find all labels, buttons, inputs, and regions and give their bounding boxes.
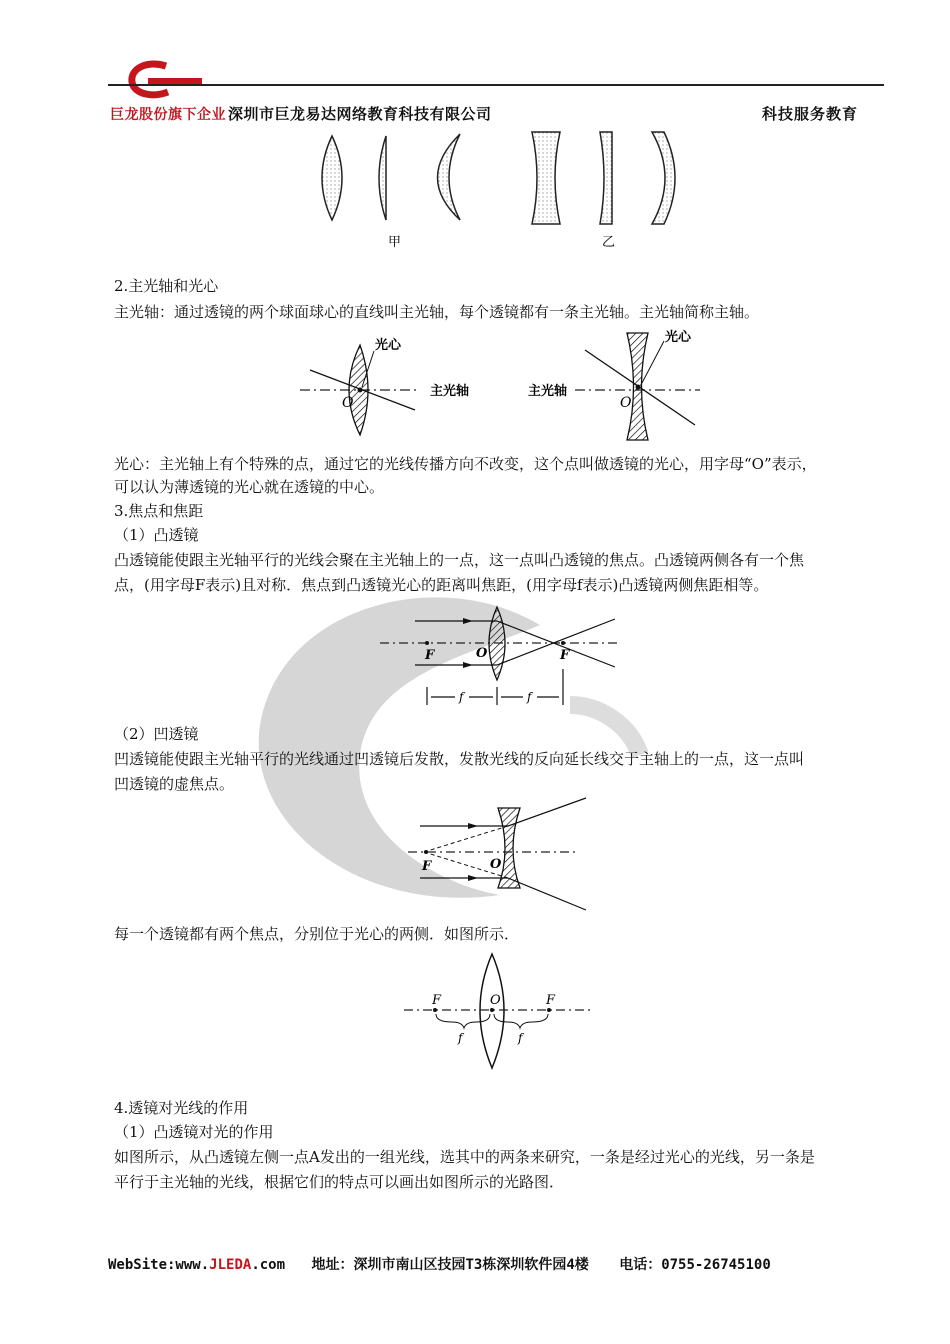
lens-types-figure (310, 128, 690, 253)
footer-website-brand[interactable]: JLEDA (209, 1257, 252, 1273)
section-3-paragraph-1-line-1: 凸透镜能使跟主光轴平行的光线会聚在主光轴上的一点，这一点叫凸透镜的焦点。凸透镜两侧各有一个焦 (114, 551, 805, 569)
label-center-left: 光心 (375, 338, 402, 353)
concave-focus-figure (408, 796, 588, 914)
section-2-title: 2.主光轴和光心 (114, 277, 219, 295)
logo-tagline: 巨龙股份旗下企业 (110, 107, 226, 123)
label-small-f-right: f (518, 1031, 523, 1045)
company-name: 深圳市巨龙易达网络教育科技有限公司 (228, 105, 492, 123)
label-o: O (490, 993, 501, 1008)
section-4-title: 4.透镜对光线的作用 (114, 1099, 249, 1117)
label-yi: 乙 (602, 235, 616, 250)
label-center-right: 光心 (665, 330, 692, 345)
two-foci-figure (402, 950, 592, 1072)
label-small-f-left: f (458, 1031, 463, 1045)
company-logo (108, 58, 208, 104)
label-o-left: O (342, 395, 354, 411)
footer-address: 地址：深圳市南山区技园T3栋深圳软件园4楼 (311, 1257, 589, 1273)
plano-concave-lens (600, 132, 612, 224)
label-axis-right: 主光轴 (528, 384, 568, 399)
section-3-paragraph-3: 每一个透镜都有两个焦点，分别位于光心的两侧．如图所示． (114, 925, 520, 943)
header-divider (108, 84, 884, 86)
section-4-paragraph-1-line-1: 如图所示，从凸透镜左侧一点A发出的一组光线，选其中的两条来研究，一条是经过光心的光线，另一条是 (114, 1148, 815, 1166)
label-o: O (490, 857, 502, 872)
section-3-subtitle-1: （1）凸透镜 (114, 526, 199, 544)
plano-convex-lens (379, 136, 386, 220)
section-2-paragraph-1: 主光轴：通过透镜的两个球面球心的直线叫主光轴，每个透镜都有一条主光轴。主光轴简称主轴。 (114, 303, 760, 321)
footer-website-prefix: WebSite:www. (108, 1257, 210, 1273)
section-3-paragraph-1-line-2: 点，(用字母F表示)且对称．焦点到凸透镜光心的距离叫焦距，(用字母f表示)凸透镜两侧焦距相等。 (114, 576, 769, 594)
optical-axis-figure (290, 325, 710, 445)
label-o: O (476, 646, 488, 661)
label-f-left: F (432, 993, 442, 1008)
header-slogan: 科技服务教育 (762, 105, 859, 123)
section-3-paragraph-2-line-2: 凹透镜的虚焦点。 (114, 775, 235, 793)
label-f-right: F (546, 993, 556, 1008)
biconvex-lens (322, 136, 342, 220)
section-3-title: 3.焦点和焦距 (114, 502, 204, 520)
label-small-f-left: f (459, 690, 464, 704)
meniscus-concave-lens (652, 132, 675, 224)
label-jia: 甲 (388, 235, 402, 250)
section-3-paragraph-2-line-1: 凹透镜能使跟主光轴平行的光线通过凹透镜后发散，发散光线的反向延长线交于主轴上的一点，这一点叫 (114, 750, 805, 768)
section-2-paragraph-2-line-1: 光心：主光轴上有个特殊的点，通过它的光线传播方向不改变，这个点叫做透镜的光心，用字母“O”表示， (114, 455, 817, 473)
section-2-paragraph-2-line-2: 可以认为薄透镜的光心就在透镜的中心。 (114, 478, 385, 496)
section-4-paragraph-1-line-2: 平行于主光轴的光线，根据它们的特点可以画出如图所示的光路图． (114, 1173, 565, 1191)
label-o-right: O (620, 395, 632, 411)
footer-phone: 电话：0755-26745100 (619, 1257, 771, 1273)
label-axis-left: 主光轴 (430, 384, 470, 399)
meniscus-convex-lens (438, 134, 461, 220)
label-f: F (422, 859, 432, 874)
section-3-subtitle-2: （2）凹透镜 (114, 725, 199, 743)
footer-website-suffix: .com (251, 1257, 286, 1273)
label-small-f-right: f (527, 690, 532, 704)
convex-focus-figure (375, 605, 625, 715)
label-f-left: F (425, 648, 435, 663)
biconcave-lens (532, 132, 560, 224)
label-f-right: F (560, 648, 570, 663)
footer (108, 1254, 771, 1274)
section-4-subtitle-1: （1）凸透镜对光的作用 (114, 1123, 274, 1141)
